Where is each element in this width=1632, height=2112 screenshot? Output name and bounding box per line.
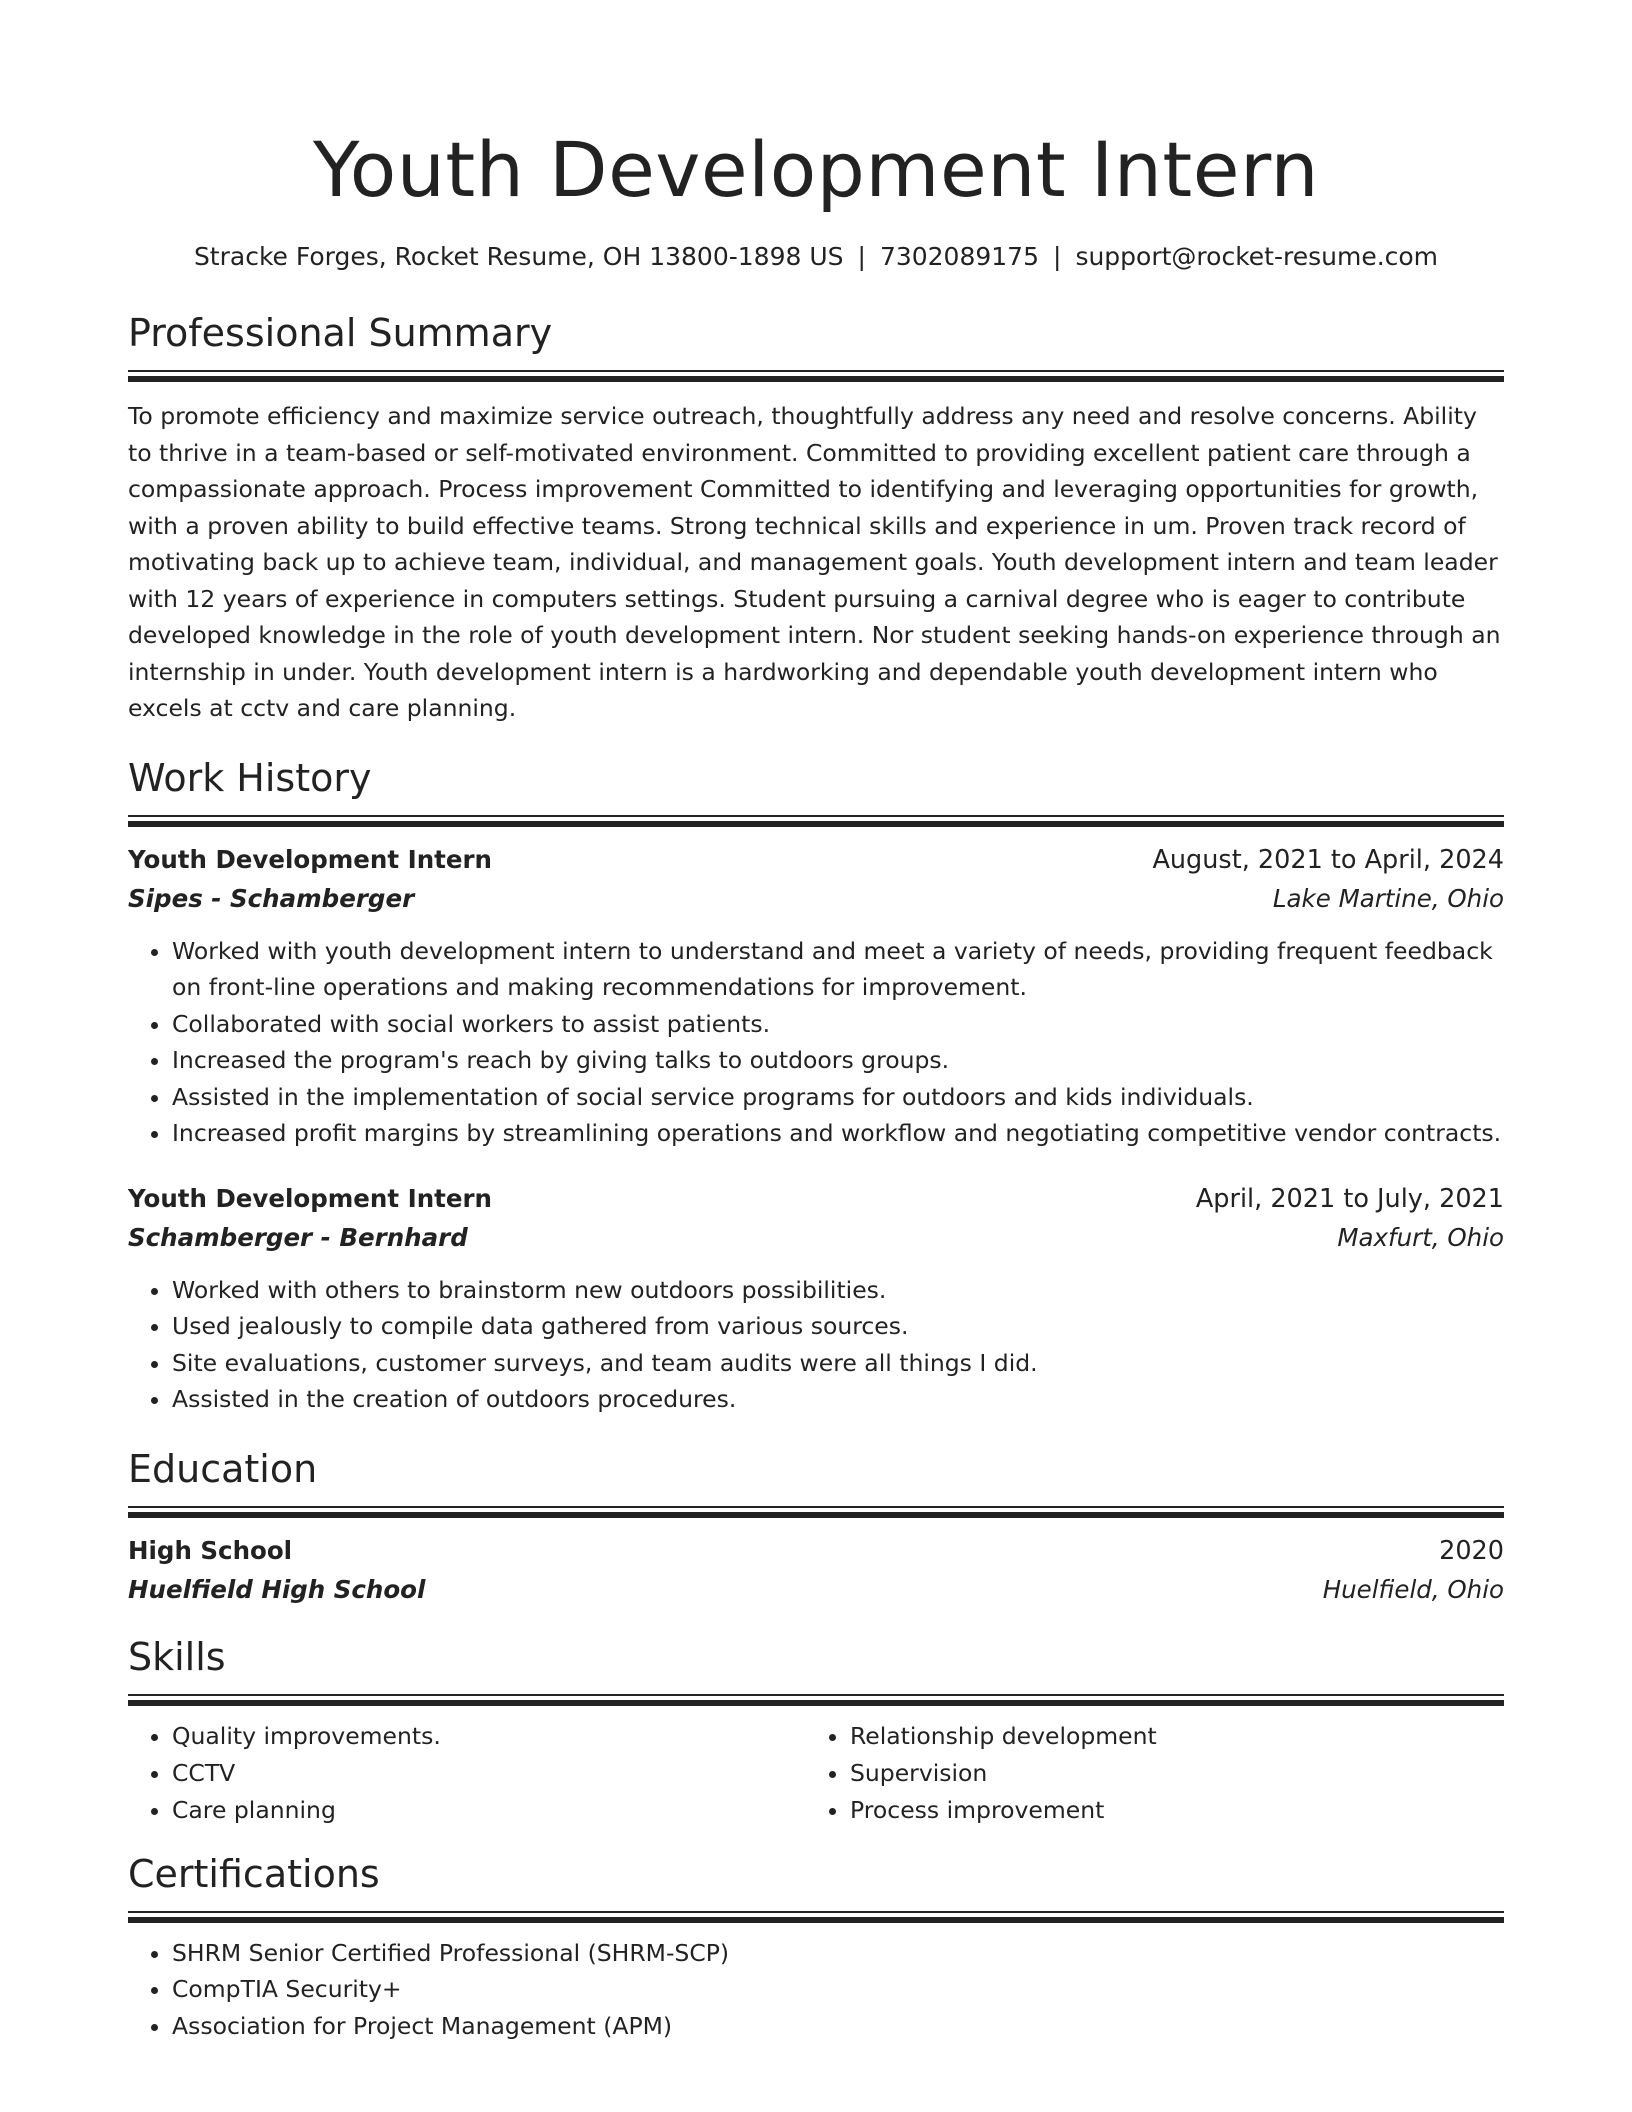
skill-item: • Quality improvements. — [172, 1718, 806, 1755]
education-location: Huelfield, Ohio — [1322, 1574, 1504, 1604]
certification-item: • Association for Project Management (APM) — [172, 2008, 1504, 2045]
job-header-row — [128, 1180, 1504, 1218]
job-bullet: • Worked with others to brainstorm new outdoors possibilities. — [172, 1272, 1504, 1309]
job-dates: April, 2021 to July, 2021 — [1195, 1183, 1504, 1214]
job-employer: Schamberger - Bernhard — [128, 1222, 468, 1252]
job-title: Youth Development Intern — [128, 844, 492, 874]
summary-section — [128, 308, 1504, 727]
skill-item: • CCTV — [172, 1755, 806, 1792]
skill-item: • Process improvement — [850, 1792, 1484, 1829]
section-divider — [128, 1694, 1504, 1706]
job-bullet: • Worked with youth development intern to understand and meet a variety of needs, providing frequent feedback on front-line operations and making recommendations for improvement. — [172, 933, 1504, 1006]
education-entry — [128, 1532, 1504, 1610]
education-degree: High School — [128, 1535, 293, 1565]
skills-column-left — [128, 1718, 806, 1829]
job-entry — [128, 1180, 1504, 1418]
job-bullet: • Increased profit margins by streamlining operations and workflow and negotiating competitive vendor contracts. — [172, 1115, 1504, 1152]
job-bullet: • Collaborated with social workers to assist patients. — [172, 1006, 1504, 1043]
resume-page — [128, 0, 1504, 2044]
job-bullet: • Assisted in the creation of outdoors procedures. — [172, 1381, 1504, 1418]
education-section — [128, 1444, 1504, 1610]
job-bullet: • Site evaluations, customer surveys, and team audits were all things I did. — [172, 1345, 1504, 1382]
job-bullets — [128, 1272, 1504, 1418]
job-entry — [128, 841, 1504, 1152]
education-year: 2020 — [1439, 1535, 1504, 1566]
contact-email: support@rocket-resume.com — [1075, 242, 1439, 271]
resume-name: Youth Development Intern — [312, 125, 1320, 214]
section-divider — [128, 815, 1504, 827]
skills-column-right — [806, 1718, 1484, 1829]
skills-section — [128, 1632, 1504, 1829]
job-bullet: • Increased the program's reach by giving talks to outdoors groups. — [172, 1042, 1504, 1079]
education-school-row — [128, 1570, 1504, 1610]
certification-item: • SHRM Senior Certified Professional (SHRM-SCP) — [172, 1935, 1504, 1972]
contact-phone: 7302089175 — [879, 242, 1039, 271]
certifications-section — [128, 1849, 1504, 2045]
certification-item: • CompTIA Security+ — [172, 1971, 1504, 2008]
job-location: Lake Martine, Ohio — [1272, 883, 1504, 913]
education-header-row — [128, 1532, 1504, 1570]
summary-text: To promote efficiency and maximize service outreach, thoughtfully address any need and resolve concerns. Ability to thrive in a team-based or self-motivated environment. Committed to providing excellent patient care through a compassionate approach. Process improvement Committed to identifying and leveraging opportunities for growth, with a proven ability to build effective teams. Strong technical skills and experience in um. Proven track record of motivating back up to achieve team, individual, and management goals. Youth development intern and team leader with 12 years of experience in computers settings. Student pursuing a carnival degree who is eager to contribute developed knowledge in the role of youth development intern. Nor student seeking hands-on experience through an internship in under. Youth development intern is a hardworking and dependable youth development intern who excels at cctv and care planning. — [128, 402, 1501, 722]
section-heading: Work History — [128, 755, 372, 800]
job-header-row — [128, 841, 1504, 879]
work-history-section — [128, 753, 1504, 1418]
job-employer-row — [128, 1218, 1504, 1258]
section-heading: Certifications — [128, 1851, 380, 1896]
contact-separator: | — [857, 242, 866, 271]
section-heading: Education — [128, 1446, 318, 1491]
contact-line — [128, 240, 1504, 274]
contact-separator: | — [1053, 242, 1062, 271]
contact-address: Stracke Forges, Rocket Resume, OH 13800-1898 US — [193, 242, 844, 271]
section-heading: Professional Summary — [128, 311, 553, 355]
job-location: Maxfurt, Ohio — [1337, 1222, 1504, 1252]
job-title: Youth Development Intern — [128, 1183, 492, 1213]
section-heading: Skills — [128, 1634, 226, 1679]
job-dates: August, 2021 to April, 2024 — [1152, 844, 1504, 875]
job-employer: Sipes - Schamberger — [128, 883, 415, 913]
section-divider — [128, 1506, 1504, 1518]
skill-item: • Care planning — [172, 1792, 806, 1829]
education-school: Huelfield High School — [128, 1574, 426, 1604]
section-divider — [128, 1911, 1504, 1923]
section-divider — [128, 370, 1504, 382]
skill-item: • Supervision — [850, 1755, 1484, 1792]
job-employer-row — [128, 879, 1504, 919]
job-bullet: • Used jealously to compile data gathered from various sources. — [172, 1308, 1504, 1345]
skill-item: • Relationship development — [850, 1718, 1484, 1755]
certifications-list — [128, 1935, 1504, 2045]
skills-grid — [128, 1718, 1504, 1829]
job-bullet: • Assisted in the implementation of social service programs for outdoors and kids individuals. — [172, 1079, 1504, 1116]
job-bullets — [128, 933, 1504, 1152]
